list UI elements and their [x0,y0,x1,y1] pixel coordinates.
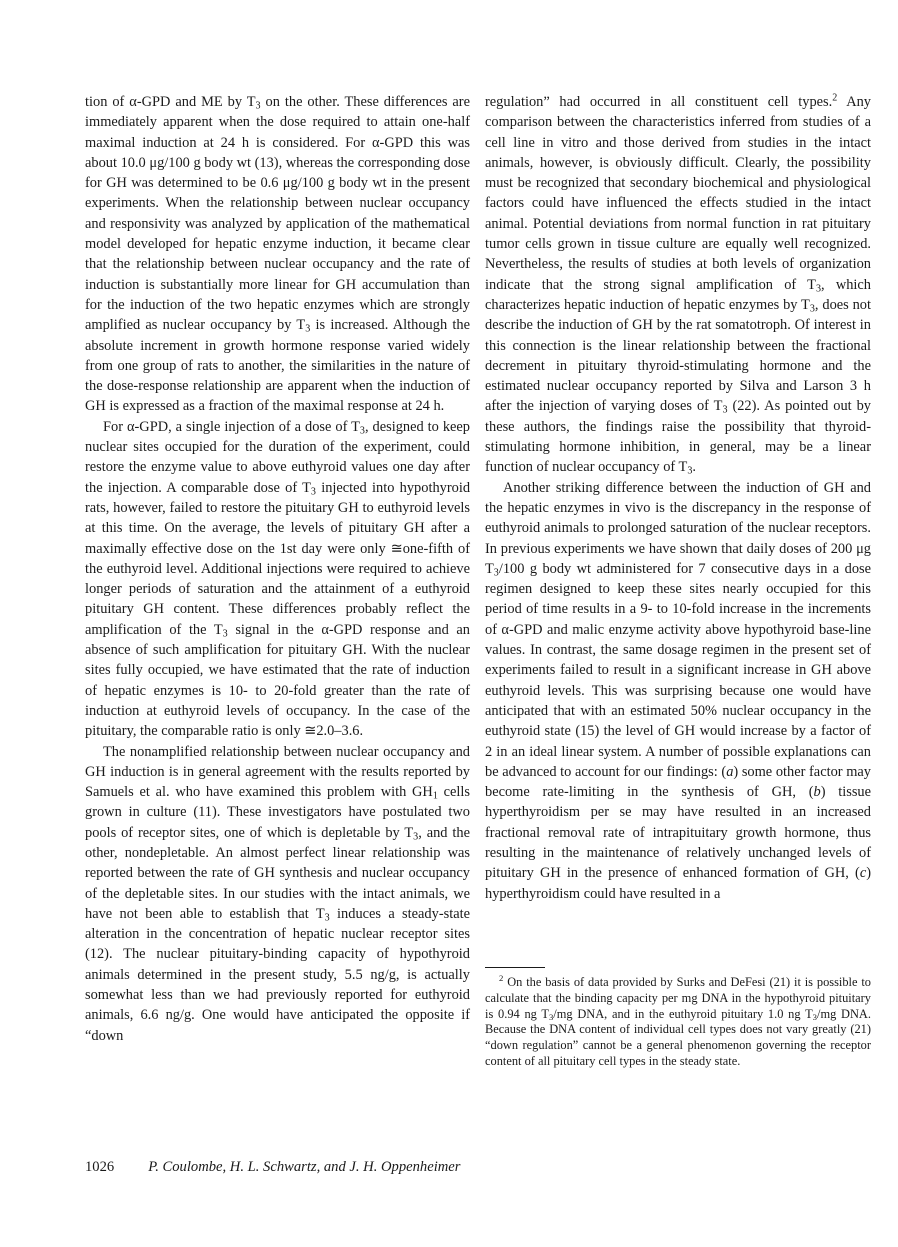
right-column [485,92,871,904]
page-number: 1026 [85,1159,115,1175]
footnote-divider [485,967,545,968]
paragraph-dose-response: tion of α-GPD and ME by $T_3$ on the other. These differences are immediately apparent when the dose required to attain one-half maximal induction at 24 h is considered. For α-GPD this was about 10.0 μg/100 g body wt (13), whereas the corresponding dose for GH was determined to be 0.6 μg/100 g body wt in the present experiments. When the relationship between nuclear occupancy and responsivity was analyzed by application of the mathematical model developed for hepatic enzyme induction, it became clear that the relationship between nuclear occupancy and the rate of induction is substantially more linear for GH accumulation than for the induction of the two hepatic enzymes which are strongly amplified as nuclear occupancy by $T_3$ is increased. Although the absolute increment in growth hormone response varied widely from one group of rats to another, the similarities in the nature of the dose-response relationship are apparent when the induction of GH is expressed as a fraction of the maximal response at 24 h. [85,94,470,415]
footnote-mark: 2 [499,973,504,984]
paragraph-striking-difference: Another striking difference between the induction of GH and the hepatic enzymes in vivo is the discrepancy in the response of euthyroid animals to prolonged saturation of the nuclear receptors. In previous experiments we have shown that daily doses of 200 μg $T_3/100$ g body wt administered for 7 consecutive days in a dose regimen designed to keep these sites nearly occupied for this period of time results in a 9- to 10-fold increase in the increments of α-GPD and malic enzyme activity above hypothyroid base-line values. In contrast, the same dosage regimen in the present set of experiments failed to result in a significant increase in GH above euthyroid levels. This was surprising because one would have anticipated that with an estimated 50% nuclear occupancy in the euthyroid state (15) the level of GH would increase by a factor of 2 in an ideal linear system. A number of possible explanations can be advanced to account for our findings: (a) some other factor may become rate-limiting in the synthesis of GH, (b) tissue hyperthyroidism per se may have resulted in an increased fractional removal rate of intrapituitary growth hormone, thus resulting in the maintenance of relatively unchanged levels of pituitary GH in the presence of enhanced formation of GH, (c) hyperthyroidism could have resulted in a [485,479,872,902]
running-authors: P. Coulombe, H. L. Schwartz, and J. H. Oppenheimer [148,1159,461,1175]
paragraph-single-injection: For α-GPD, a single injection of a dose of $T_3$, designed to keep nuclear sites occupied for the duration of the experiment, could restore the enzyme value to above euthyroid values one day after the injection. A comparable dose of $T_3$ injected into hypothyroid rats, however, failed to restore the pituitary GH to euthyroid levels at this time. On the average, the levels of pituitary GH after a maximally effective dose on the 1st day were only ≅one-fifth of the euthyroid level. Additional injections were required to achieve longer periods of saturation and the attainment of a euthyroid pituitary GH content. These differences probably reflect the amplification of the $T_3$ signal in the α-GPD response and an absence of such amplification for pituitary GH. With the nuclear sites fully occupied, we have estimated that the rate of induction of hepatic enzymes is 10- to 20-fold greater than the rate of induction at euthyroid levels of occupancy. In the case of the pituitary, the comparable ratio is only ≅2.0–3.6. [85,418,471,740]
left-column [85,92,470,1046]
footnote-reference: 2 [832,92,838,104]
page-footer [85,1159,460,1176]
paragraph-down-regulation: regulation” had occurred in all constituent cell types.$^2$ Any comparison between the characteristics inferred from studies of a cell line in vitro and those derived from studies in the intact animals, however, is obviously difficult. Clearly, the possibility must be recognized that secondary biochemical and physiological factors could have influenced the effects studied in the intact animal. Potential deviations from normal function in rat pituitary tumor cells grown in tissue culture are equally well recognized. Nevertheless, the results of studies at both levels of organization indicate that the strong signal amplification of $T_3$, which characterizes hepatic induction of hepatic enzymes by $T_3$, does not describe the induction of GH by the rat somatotroph. Of interest in this connection is the linear relationship between the fractional decrement in pituitary thyroid-stimulating hormone and the estimated nuclear occupancy reported by Silva and Larson 3 h after the injection of varying doses of $T_3$ (22). As pointed out by these authors, the findings raise the possibility that thyroid-stimulating hormone inhibition, in general, may be a linear function of nuclear occupancy of $T_3$. [485,92,872,477]
footnote: $^2$ On the basis of data provided by Surks and DeFesi (21) it is possible to calculate that the binding capacity per mg DNA in the hypothyroid pituitary is 0.94 ng $T_3/mg$ DNA, and in the euthyroid pituitary 1.0 ng $T_3/mg$ DNA. Because the DNA content of individual cell types does not vary greatly (21) “down regulation” cannot be a general phenomenon governing the receptor content of all pituitary cell types in the steady state. [485,973,871,1068]
paragraph-nonamplified: The nonamplified relationship between nuclear occupancy and GH induction is in general agreement with the results reported by Samuels et al. who have examined this problem with $GH_1$ cells grown in culture (11). These investigators have postulated two pools of receptor sites, one of which is depletable by $T_3$, and the other, nondepletable. An almost perfect linear relationship was reported between the rate of GH synthesis and nuclear occupancy of the depletable sites. In our studies with the intact animals, we have not been able to establish that $T_3$ induces a steady-state alteration in the concentration of hepatic nuclear receptor sites (12). The nuclear pituitary-binding capacity of hypothyroid animals determined in the present study, 5.5 ng/g, is actually somewhat less than we had previously reported for euthyroid animals, 6.6 ng/g. One would have anticipated the opposite if “down [85,743,470,1044]
